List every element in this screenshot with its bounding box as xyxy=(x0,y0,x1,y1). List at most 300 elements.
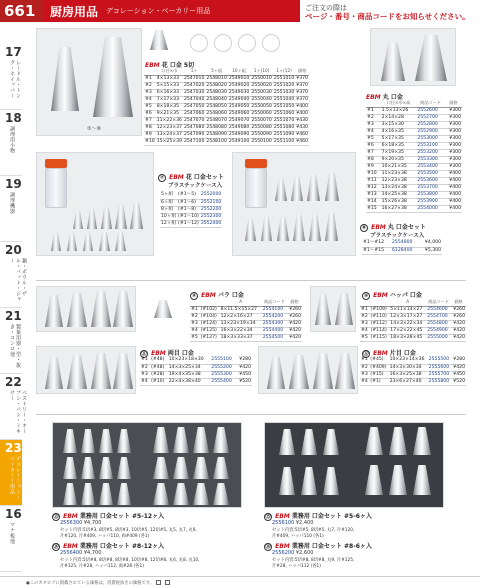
table-row xyxy=(366,121,462,128)
table-cell: 2551100 xyxy=(273,138,295,144)
table-cell: 2549060 xyxy=(228,110,250,116)
table-cell: #1 xyxy=(361,306,368,312)
set-contents-line2: 片#28, ハッパ112 (各1) xyxy=(272,564,321,569)
tip-image xyxy=(63,429,77,453)
tip-image xyxy=(63,457,77,479)
table-cell: #11 xyxy=(366,177,381,184)
tip-image xyxy=(173,457,189,479)
table-cell: #1〜#15 xyxy=(362,247,391,254)
legend-square-icon xyxy=(156,580,161,585)
table-cell: ¥520 xyxy=(236,378,252,385)
table-cell: 2553100 xyxy=(416,142,445,149)
table-cell: 2554200 xyxy=(262,313,287,320)
table-cell: 17×2×22×45 xyxy=(389,327,426,334)
table-cell: 2548080 xyxy=(206,124,227,130)
table-cell: #14 xyxy=(366,198,381,205)
column-header: 1ヶ xyxy=(183,68,205,75)
table-cell: 2552800 xyxy=(416,121,445,128)
table-cell: 2552300 xyxy=(200,213,222,219)
table-cell: 14×3×25×34 xyxy=(168,364,211,371)
business-set-6-photo xyxy=(264,422,444,508)
table-cell: 2547100 xyxy=(183,138,205,144)
item-number: ⑯ xyxy=(265,544,271,550)
table-cell: (#1〜5) xyxy=(177,192,200,199)
table-cell: #9 xyxy=(366,163,381,170)
tip-image xyxy=(301,467,317,495)
table-cell: 2555400 xyxy=(210,378,236,385)
table-cell: (#10) xyxy=(150,378,168,385)
table-cell: (#104) xyxy=(200,313,220,320)
business-set-12-photo xyxy=(52,422,242,508)
table-cell: ¥460 xyxy=(296,131,308,137)
product-title: 花 口金セット xyxy=(185,174,224,181)
table-cell: #4 xyxy=(361,378,368,384)
table-row xyxy=(160,199,222,206)
round-tip-table xyxy=(366,100,462,213)
table-cell: #5 xyxy=(366,135,381,142)
column-header: 価格 xyxy=(287,299,302,306)
table-cell: 2547080 xyxy=(183,124,205,130)
table-cell: (#28) xyxy=(150,371,168,378)
table-cell: 2547020 xyxy=(183,82,205,88)
item-number: ⑦ xyxy=(159,175,165,181)
table-cell: #2 xyxy=(144,82,156,89)
table-cell: ¥400 xyxy=(445,191,462,198)
tip-image xyxy=(365,465,383,495)
round-set-photo xyxy=(232,152,356,256)
table-cell: (#102) xyxy=(200,306,220,313)
table-cell: 2552200 xyxy=(200,206,222,212)
table-cell: ¥400 xyxy=(445,170,462,177)
table-cell: 2551070 xyxy=(273,117,295,123)
side-tab-19[interactable] xyxy=(0,176,22,242)
table-row xyxy=(366,170,462,177)
table-row xyxy=(144,124,309,131)
case-lid xyxy=(245,159,267,168)
flower-tip-photo xyxy=(36,28,142,136)
tip-image xyxy=(63,483,77,505)
table-cell: 2548070 xyxy=(206,117,227,123)
table-row xyxy=(140,364,252,371)
table-cell: ¥370 xyxy=(296,75,308,81)
table-row xyxy=(144,89,309,96)
table-cell: 2553000 xyxy=(416,135,445,142)
table-cell: (#409) xyxy=(369,364,388,371)
side-tab-number: 20 xyxy=(5,243,22,257)
tip-image xyxy=(73,211,83,229)
round-set-table xyxy=(362,240,442,255)
table-cell: 12×23×38 xyxy=(381,177,417,184)
side-tab-label: 製菓用器・型・抜き・コンロ他 xyxy=(9,324,21,368)
brand-label: EBM xyxy=(63,513,78,520)
table-row xyxy=(160,206,222,213)
table-cell: 2553500 xyxy=(416,170,445,177)
legend-square-icon xyxy=(165,580,170,585)
tip-image xyxy=(81,429,95,453)
tip-image xyxy=(335,353,355,389)
table-row xyxy=(144,117,309,124)
table-cell: ¥280 xyxy=(236,357,252,364)
table-cell: 6ヶ組 xyxy=(160,199,177,206)
table-row xyxy=(366,135,462,142)
table-cell: (#114) xyxy=(370,327,390,334)
tip-image xyxy=(267,357,285,389)
table-cell: ¥260 xyxy=(287,306,302,313)
table-cell: 23×6×27×40 xyxy=(389,378,428,385)
product-price: ¥4,700 xyxy=(83,520,102,526)
table-cell: ¥420 xyxy=(453,364,465,370)
table-cell: 16×27×38 xyxy=(381,205,417,212)
table-cell: ¥420 xyxy=(287,320,302,327)
table-cell: 2554600 xyxy=(426,306,451,313)
table-cell: 2547090 xyxy=(183,131,205,137)
side-tab-number: 16 xyxy=(5,507,22,521)
table-cell: 2547010 xyxy=(183,75,205,81)
table-cell: 10ヶ組 xyxy=(161,213,177,219)
tip-image xyxy=(279,467,295,495)
product-price: ¥4,700 xyxy=(83,550,102,556)
flower-tip-image-large xyxy=(93,37,133,117)
brand-label: EBM xyxy=(63,543,78,550)
subcategory-title: デコレーション・ベーカリー用品 xyxy=(106,7,211,15)
side-tab-label: マナ板他 xyxy=(9,522,15,544)
table-row xyxy=(144,110,309,117)
table-cell: 16×3×22×34 xyxy=(220,327,262,334)
table-row xyxy=(144,82,309,89)
table-cell: (#124) xyxy=(200,320,220,327)
tip-profile-icon xyxy=(214,34,232,52)
column-header: 1ヶ(12) xyxy=(273,68,295,75)
table-cell: 2552600 xyxy=(416,107,445,114)
table-cell: 13×24×38 xyxy=(381,184,417,191)
tip-image xyxy=(173,483,189,505)
round-tip-image xyxy=(381,43,405,81)
table-cell: 13×24×37 xyxy=(156,131,182,137)
table-cell: ¥4,000 xyxy=(419,240,442,247)
table-cell: #1 xyxy=(144,75,156,82)
table-cell: 5ヶ組 xyxy=(160,192,177,199)
table-cell: 2550050 xyxy=(251,103,272,109)
table-cell: 2555700 xyxy=(428,371,452,378)
flower-tip-profiles xyxy=(190,32,290,56)
round-tip-image-large xyxy=(415,35,447,81)
table-row xyxy=(360,364,466,371)
tip-image xyxy=(83,233,93,251)
table-cell: ¥420 xyxy=(236,364,252,371)
product-title: 丸 口金セット xyxy=(387,224,426,231)
table-cell: 14×25×38 xyxy=(381,191,417,198)
tip-image xyxy=(99,457,113,479)
table-cell: 19×4×35×38 xyxy=(168,371,211,378)
table-cell: 2554900 xyxy=(426,327,451,334)
tip-image xyxy=(51,233,61,251)
table-cell: #10 xyxy=(366,170,381,177)
table-cell: ¥400 xyxy=(445,198,462,205)
column-header: 商品コード xyxy=(428,299,450,305)
table-cell: #1 xyxy=(140,357,150,364)
tip-image xyxy=(301,429,317,455)
tip-image xyxy=(193,427,209,453)
table-cell: #4 xyxy=(140,378,150,385)
product-price: ¥2,600 xyxy=(295,550,314,556)
table-cell: 2554700 xyxy=(426,313,451,320)
item-number: ⑭ xyxy=(53,544,59,550)
side-tab-23-active[interactable] xyxy=(0,440,22,506)
table-row xyxy=(362,240,442,247)
table-cell: 2554400 xyxy=(262,327,287,334)
side-tab-18[interactable] xyxy=(0,110,22,176)
tip-image xyxy=(279,429,295,455)
brand-label: EBM xyxy=(373,292,388,299)
table-cell: ¥260 xyxy=(451,306,466,313)
brand-label: EBM xyxy=(201,292,216,299)
table-cell: ¥260 xyxy=(287,313,302,320)
set-contents-line2: 片#409, ハッパ110 (各1) xyxy=(272,534,324,539)
table-cell: (#1〜10) xyxy=(178,213,199,219)
side-tab-17[interactable] xyxy=(0,44,22,110)
table-row xyxy=(360,313,466,320)
table-row xyxy=(362,247,442,254)
table-cell: #7 xyxy=(144,117,156,124)
tip-image xyxy=(389,427,407,455)
table-cell: 2549020 xyxy=(228,82,250,88)
table-cell: 2×14×28 xyxy=(381,114,417,121)
product-title: 業務用 口金セット #5-6ヶ入 xyxy=(291,513,372,520)
table-cell: ¥300 xyxy=(445,142,462,149)
table-cell: 5×17×35 xyxy=(381,135,417,142)
tip-image xyxy=(67,355,87,389)
item-number: ⑧ xyxy=(361,225,367,231)
table-row xyxy=(160,220,222,227)
set-contents-line1: セット内容:5切#8, 8切#8, 丸9, 片#125, xyxy=(272,558,355,563)
side-tab-20[interactable] xyxy=(0,242,27,308)
item-number: ⑫ xyxy=(363,351,369,357)
table-cell: #12 xyxy=(366,184,381,191)
table-cell: 2550020 xyxy=(251,82,272,88)
product-title: 両目 口金 xyxy=(167,350,194,357)
tip-image xyxy=(307,175,320,201)
table-cell: #4 xyxy=(144,96,156,103)
round-set-subtitle: プラスチックケース入 xyxy=(370,233,425,239)
table-cell: #1 xyxy=(366,107,381,114)
table-cell: 8×11.5×15×27 xyxy=(220,306,262,313)
tip-image xyxy=(309,215,321,241)
table-cell: 2555800 xyxy=(428,378,452,385)
table-cell: ¥300 xyxy=(445,114,462,121)
table-cell: 14×3×22×34 xyxy=(389,320,426,327)
tip-image xyxy=(81,457,95,479)
tip-image xyxy=(213,457,229,479)
table-cell: 2549010 xyxy=(228,75,250,81)
side-tab-label: ペストリー・オーブン・パン・ミキサー xyxy=(9,390,27,434)
table-row xyxy=(366,205,462,212)
table-cell: ¥5,300 xyxy=(419,247,442,254)
brand-label: EBM xyxy=(151,350,166,357)
table-cell: (#115) xyxy=(370,334,390,341)
table-cell: ¥400 xyxy=(296,103,308,109)
table-cell: 2551090 xyxy=(273,131,295,137)
side-tab-label: 鍋・ボウル・ザル・バット・ジャー xyxy=(9,258,27,302)
table-cell: 2550100 xyxy=(251,138,272,144)
table-body xyxy=(190,306,302,341)
side-tab-number: 23 xyxy=(5,441,22,455)
side-tab-21[interactable] xyxy=(0,308,22,374)
tip-image xyxy=(45,295,63,327)
tip-image xyxy=(130,203,143,229)
table-cell: 2549070 xyxy=(228,117,250,123)
table-cell: 2550070 xyxy=(251,117,272,123)
section-divider xyxy=(36,280,466,281)
table-cell: 2550030 xyxy=(251,89,272,95)
table-row xyxy=(140,371,252,378)
table-cell: ¥460 xyxy=(296,138,308,144)
table-row xyxy=(144,131,309,138)
tip-image xyxy=(45,357,63,389)
table-row xyxy=(144,96,309,103)
table-cell: 2548040 xyxy=(206,96,227,102)
table-row xyxy=(144,103,309,110)
table-cell: (#1〜8) xyxy=(177,206,200,213)
tip-image xyxy=(389,465,407,495)
table-cell: 10×23×14×36 xyxy=(389,357,428,364)
flower-tip-range-note: ①〜⑨ xyxy=(87,126,101,132)
tip-image xyxy=(323,429,339,455)
table-cell: #13 xyxy=(366,191,381,198)
table-cell: 2550040 xyxy=(251,96,272,102)
table-cell: 18×3×28×45 xyxy=(389,334,426,341)
flower-set-table xyxy=(160,192,222,228)
plastic-case xyxy=(245,168,267,208)
column-header: 商品コード xyxy=(262,299,287,306)
table-cell: 2548020 xyxy=(206,82,227,88)
table-cell: 2551030 xyxy=(273,89,295,95)
table-cell: ¥420 xyxy=(287,327,302,334)
table-header xyxy=(366,100,462,107)
column-header xyxy=(360,299,370,306)
table-cell: ¥520 xyxy=(453,378,465,384)
tip-image xyxy=(213,427,229,453)
tip-image xyxy=(275,179,287,201)
business-set-6-8-code xyxy=(272,550,313,556)
table-cell: #3 xyxy=(361,371,368,377)
table-cell: 2555200 xyxy=(210,364,236,371)
tip-image xyxy=(91,353,111,389)
tip-image xyxy=(413,427,431,455)
table-cell: ¥420 xyxy=(451,327,466,334)
table-cell: 2548060 xyxy=(206,110,227,116)
table-cell: 11×22×36 xyxy=(156,117,182,123)
item-number: ⑮ xyxy=(265,514,271,520)
table-row xyxy=(366,163,462,170)
table-cell: 2553700 xyxy=(416,184,445,191)
table-cell: ¥300 xyxy=(445,135,462,142)
table-cell: ¥400 xyxy=(445,177,462,184)
side-tab-16[interactable] xyxy=(0,506,22,572)
table-cell: #7 xyxy=(366,149,381,156)
table-row xyxy=(190,306,302,313)
table-header xyxy=(144,68,309,75)
table-body xyxy=(140,357,252,385)
table-cell: 10×21×35 xyxy=(381,163,417,170)
table-cell: (#1) xyxy=(369,378,388,385)
table-header xyxy=(360,299,466,306)
tip-shape xyxy=(154,300,172,318)
round-tip-photo xyxy=(370,28,456,86)
column-header xyxy=(144,68,156,75)
side-tab-22[interactable] xyxy=(0,374,27,440)
table-row xyxy=(190,327,302,334)
table-row xyxy=(366,156,462,163)
table-cell: 2553900 xyxy=(416,198,445,205)
table-cell: 12×23×37 xyxy=(156,124,182,130)
side-tab-number: 17 xyxy=(5,45,22,59)
table-cell: #3 xyxy=(361,320,368,326)
table-cell: #15 xyxy=(366,205,381,212)
tip-image xyxy=(101,207,112,229)
table-cell: 2548030 xyxy=(206,89,227,95)
brand-label: EBM xyxy=(366,94,381,101)
product-title: 花 口金 5切 xyxy=(161,62,195,69)
table-row xyxy=(190,334,302,341)
table-cell: 2549080 xyxy=(228,124,250,130)
tip-image xyxy=(313,353,333,389)
column-header xyxy=(200,299,220,306)
table-cell: 2555100 xyxy=(210,357,236,364)
table-cell: 2552900 xyxy=(416,128,445,135)
flower-tip-image xyxy=(51,47,79,111)
table-cell: (#110) xyxy=(370,313,390,320)
table-cell: 2550080 xyxy=(251,124,272,130)
column-header: 価格 xyxy=(295,68,309,75)
table-cell: 2549040 xyxy=(228,96,250,102)
table-cell: ¥300 xyxy=(445,121,462,128)
set-contents-line1: セット内容:5切#3, 8切#5, 8切#3, 10切#5, 12切#5, 丸5, 丸7, 丸9, xyxy=(60,528,197,533)
table-row xyxy=(360,371,466,378)
table-cell: (#125) xyxy=(200,327,220,334)
table-cell: #3 xyxy=(191,320,198,326)
table-cell: 2550090 xyxy=(251,131,272,137)
table-row xyxy=(360,320,466,327)
column-header xyxy=(190,299,200,306)
table-cell: 12ヶ組 xyxy=(161,220,177,226)
column-header: 10ヶ組 xyxy=(228,68,250,75)
table-cell: 2553300 xyxy=(416,156,445,163)
table-cell: #3 xyxy=(144,89,156,96)
table-cell: 7×19×35 xyxy=(381,149,417,156)
katame-tip-photo xyxy=(258,346,358,394)
table-cell: #5 xyxy=(144,103,156,110)
table-cell: ¥400 xyxy=(445,184,462,191)
table-row xyxy=(160,213,222,220)
table-cell: 9×21×35 xyxy=(156,110,183,117)
tip-image xyxy=(67,293,87,327)
tip-image xyxy=(193,457,209,479)
page-header xyxy=(0,0,480,22)
table-row xyxy=(366,177,462,184)
tip-image xyxy=(289,355,309,389)
table-cell: 2548050 xyxy=(206,103,227,109)
product-title: 業務用 口金セット #5-12ヶ入 xyxy=(79,513,165,520)
table-cell: 2554300 xyxy=(262,320,287,327)
table-cell: 2551040 xyxy=(273,96,295,102)
table-cell: #2 xyxy=(191,313,198,319)
table-header xyxy=(190,299,302,306)
item-number: ⑩ xyxy=(363,293,369,299)
table-cell: 8ヶ組 xyxy=(160,206,177,213)
table-row xyxy=(360,378,466,385)
table-cell: 2549090 xyxy=(228,131,250,137)
tip-profile-icon xyxy=(262,34,280,52)
